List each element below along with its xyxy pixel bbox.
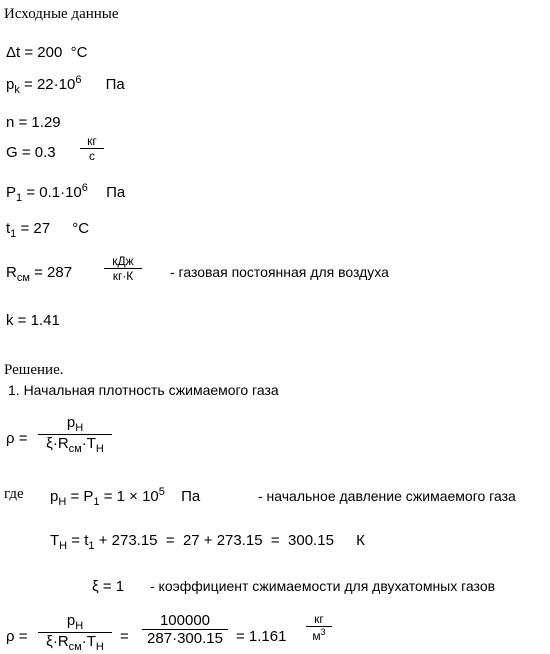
formula1-fraction bbox=[38, 414, 112, 455]
t1-subscript: 1 bbox=[10, 228, 17, 240]
k-line: k = 1.41 bbox=[6, 312, 60, 329]
pk-subscript: k bbox=[14, 84, 20, 96]
xi-note: - коэффициент сжимаемости для двухатомных газов bbox=[150, 578, 496, 594]
th-eq-t1: = t bbox=[71, 532, 89, 549]
p1-value: = 0.1·10 bbox=[26, 184, 82, 201]
rcm-line bbox=[6, 264, 72, 284]
formula2-denominator: ξ·R bbox=[46, 633, 69, 650]
rcm-symbol: R bbox=[6, 264, 17, 281]
ph-unit: Па bbox=[181, 488, 201, 505]
formula2-numerator: p bbox=[66, 612, 76, 629]
rcm-value: = 287 bbox=[34, 264, 73, 281]
formula2-numeric-denominator: 287·300.15 bbox=[147, 630, 223, 647]
ph-exponent: 5 bbox=[158, 486, 165, 498]
g-line: G = 0.3 bbox=[6, 144, 56, 161]
ph-subscript: Н bbox=[58, 496, 67, 508]
formula2-unit-numerator: кг bbox=[314, 612, 324, 626]
th-symbol: T bbox=[50, 532, 60, 549]
formula1-denominator-t-sub: Н bbox=[95, 443, 104, 455]
rcm-unit-fraction bbox=[104, 254, 142, 283]
formula2-unit-denominator: м bbox=[312, 629, 321, 643]
ph-line bbox=[50, 486, 200, 508]
formula1-lhs: ρ = bbox=[6, 430, 28, 447]
formula1-numerator: p bbox=[66, 414, 76, 431]
t1-symbol: t bbox=[6, 220, 11, 237]
th-value: + 273.15 = 27 + 273.15 = 300.15 bbox=[98, 532, 334, 549]
th-line bbox=[50, 532, 365, 552]
formula2-unit-exponent: 3 bbox=[320, 627, 326, 637]
formula1-denominator: ξ·R bbox=[46, 435, 69, 452]
formula2-fraction bbox=[38, 612, 112, 653]
pk-symbol: p bbox=[6, 76, 15, 93]
xi-line: ξ = 1 bbox=[92, 578, 125, 595]
ph-value: = 1 × 10 bbox=[103, 488, 159, 505]
rcm-unit-numerator: кДж bbox=[112, 254, 134, 268]
formula2-numerator-sub: Н bbox=[75, 620, 84, 632]
t1-unit: °C bbox=[72, 220, 90, 237]
solution-heading: Решение. bbox=[4, 362, 64, 378]
p1-unit: Па bbox=[106, 184, 126, 201]
pk-line bbox=[6, 74, 125, 96]
p1-subscript: 1 bbox=[16, 192, 23, 204]
formula2-unit-fraction bbox=[306, 612, 332, 643]
ph-note: - начальное давление сжимаемого газа bbox=[258, 488, 516, 504]
g-unit-fraction bbox=[80, 134, 104, 163]
th-subscript: Н bbox=[59, 540, 68, 552]
ph-eq-p1: = P bbox=[70, 488, 94, 505]
pk-unit: Па bbox=[105, 76, 125, 93]
g-unit-denominator: с bbox=[89, 149, 95, 163]
delta-t-value: Δt = 200 bbox=[6, 44, 63, 61]
ph-eq-p1-sub: 1 bbox=[93, 496, 100, 508]
page-heading: Исходные данные bbox=[4, 6, 119, 22]
n-line: n = 1.29 bbox=[6, 114, 61, 131]
th-unit: К bbox=[356, 532, 365, 549]
p1-symbol: P bbox=[6, 184, 17, 201]
rcm-unit-denominator: кг·К bbox=[112, 269, 134, 283]
formula2-denominator-t-sub: Н bbox=[95, 641, 104, 653]
pk-exponent: 6 bbox=[75, 74, 82, 86]
formula2-lhs: ρ = bbox=[6, 628, 28, 645]
formula2-numeric-fraction bbox=[142, 612, 228, 647]
formula2-denominator-t: ·T bbox=[81, 633, 96, 650]
th-eq-t1-sub: 1 bbox=[88, 540, 95, 552]
formula1-denominator-t: ·T bbox=[81, 435, 96, 452]
rcm-note: - газовая постоянная для воздуха bbox=[170, 264, 389, 280]
g-unit-numerator: кг bbox=[87, 134, 97, 148]
where-label: где bbox=[4, 486, 24, 502]
t1-value: = 27 bbox=[20, 220, 51, 237]
formula2-denominator-sub: см bbox=[68, 641, 82, 653]
delta-t-unit: °C bbox=[70, 44, 88, 61]
formula2-result: = 1.161 bbox=[236, 628, 287, 645]
delta-t-line bbox=[6, 44, 88, 61]
p1-line bbox=[6, 182, 125, 204]
formula1-denominator-sub: см bbox=[68, 443, 82, 455]
rcm-subscript: см bbox=[16, 272, 30, 284]
formula1-numerator-sub: Н bbox=[75, 422, 84, 434]
step1-title: 1. Начальная плотность сжимаемого газа bbox=[8, 382, 279, 398]
p1-exponent: 6 bbox=[81, 182, 88, 194]
ph-symbol: p bbox=[50, 488, 59, 505]
pk-value: = 22·10 bbox=[24, 76, 76, 93]
formula2-numeric-numerator: 100000 bbox=[159, 612, 211, 629]
t1-line bbox=[6, 220, 89, 240]
formula2-equals: = bbox=[120, 628, 129, 645]
